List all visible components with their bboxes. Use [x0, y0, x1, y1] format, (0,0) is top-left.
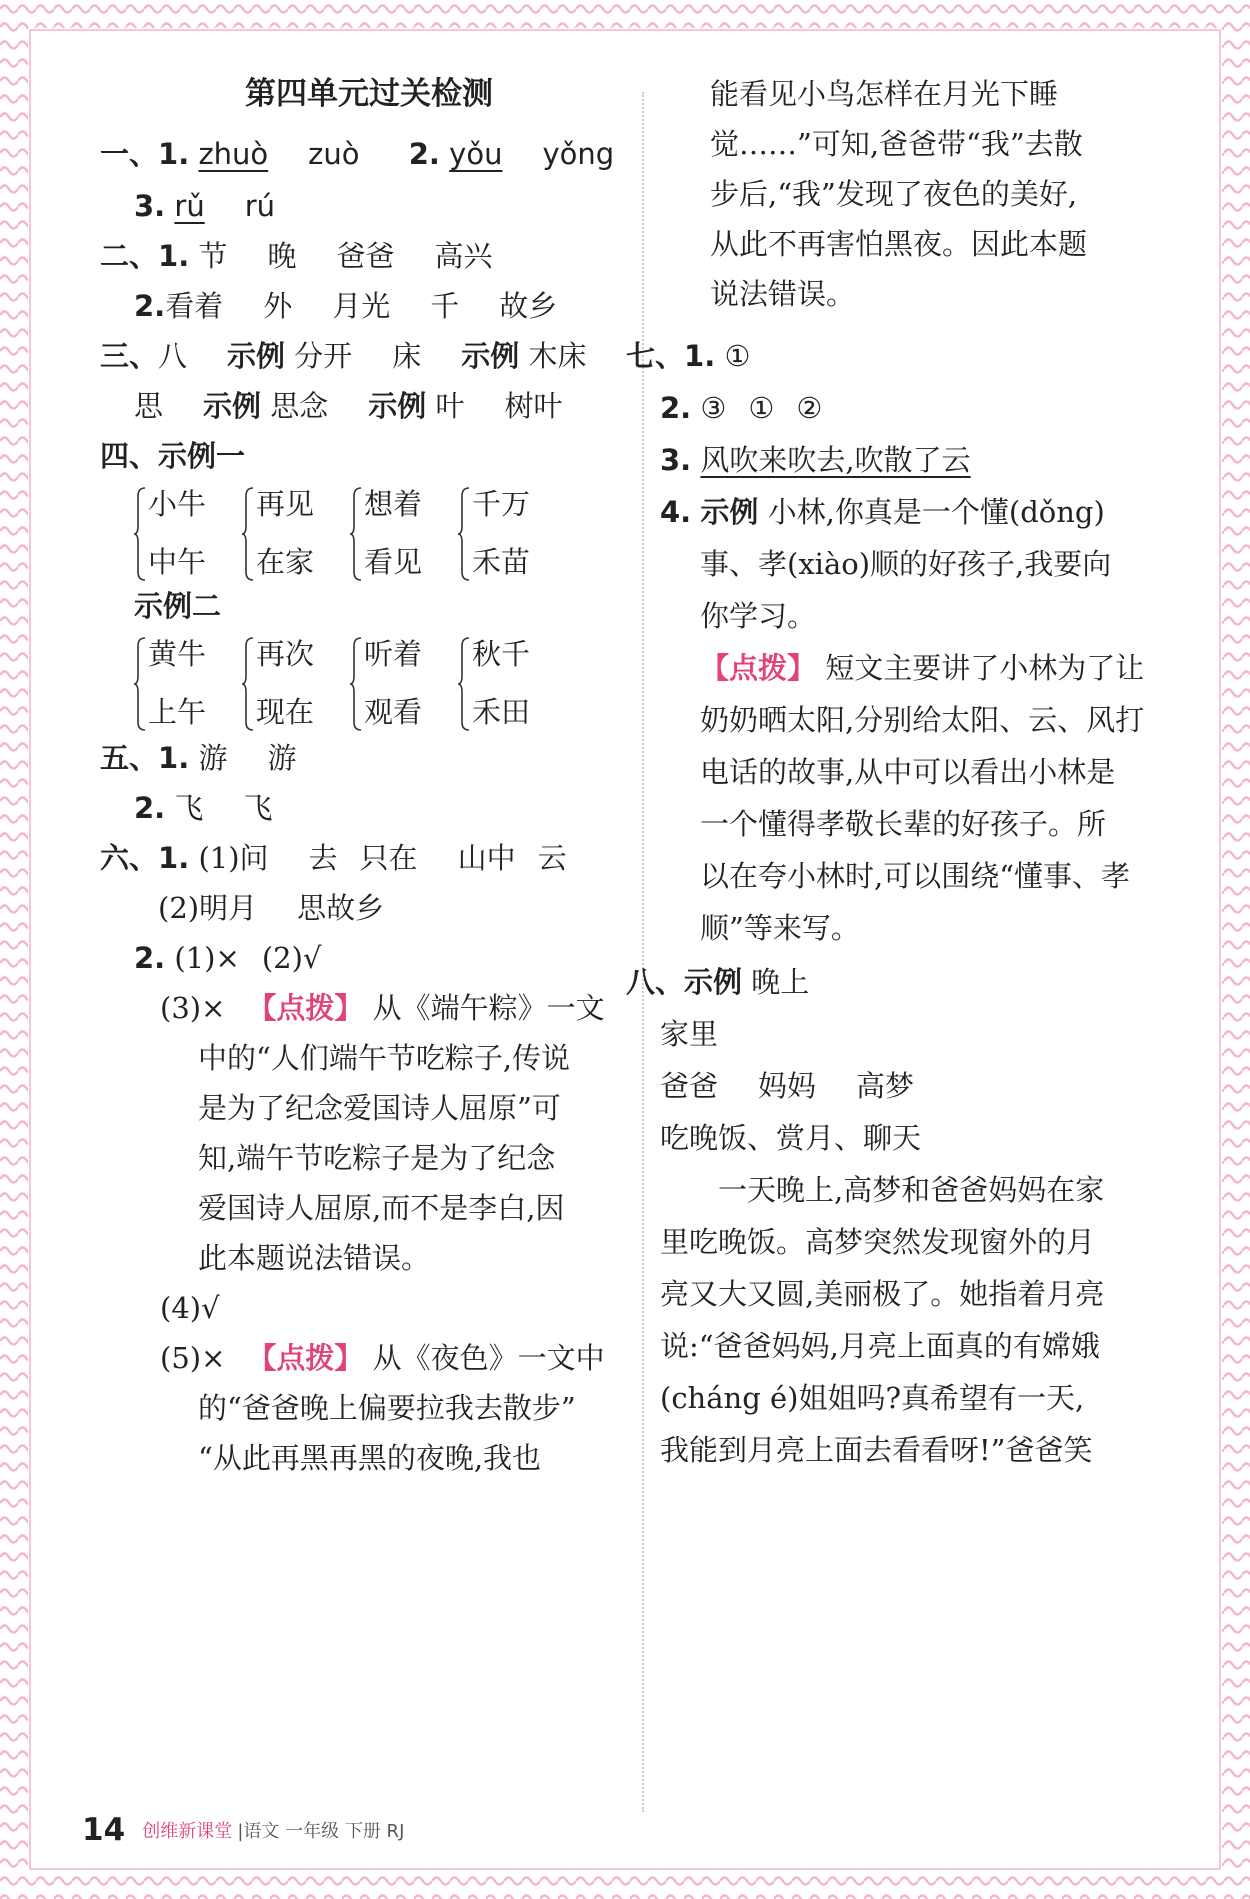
answer-text: 事、孝(xiào)顺的好孩子,我要向	[700, 547, 1112, 581]
brace-group-1	[134, 484, 566, 584]
brace-pair	[350, 484, 458, 584]
pinyin-answer: yǒng	[542, 137, 615, 171]
answer-word: 再见	[256, 487, 315, 521]
hint-label: 【点拨】	[700, 651, 817, 685]
essay-text: (cháng é)姐姐吗?真希望有一天,	[660, 1381, 1085, 1415]
answer-word: 爸爸	[336, 239, 395, 273]
answer-word: 千	[430, 289, 460, 323]
item-number: 1.	[684, 339, 716, 373]
example-label: 示例一	[158, 439, 246, 473]
example-label: 示例	[684, 965, 743, 999]
hint-line	[160, 988, 605, 1028]
answer-word: 爸爸	[660, 1069, 719, 1103]
brace-icon	[242, 486, 254, 582]
answer-word: (1)问	[198, 841, 269, 875]
hint-text: 一个懂得孝敬长辈的好孩子。所	[700, 807, 1107, 841]
page-number: 14	[82, 1812, 126, 1848]
answer-word: 晚	[267, 239, 297, 273]
answer-word: 黄牛	[148, 637, 207, 671]
essay-text: 里吃晚饭。高梦突然发现窗外的月	[660, 1225, 1096, 1259]
section-1-row-1	[100, 134, 614, 174]
answer-word: 去	[308, 841, 338, 875]
section-2-row-1	[100, 236, 493, 276]
answer-word: 现在	[256, 695, 315, 729]
answer-word: 高梦	[856, 1069, 915, 1103]
example-label: 示例	[227, 339, 286, 373]
item-number: 1.	[158, 741, 190, 775]
brace-icon	[350, 486, 362, 582]
answer-word: 床	[392, 339, 422, 373]
answer-word: ①	[724, 339, 751, 373]
hint-text: 电话的故事,从中可以看出小林是	[700, 755, 1116, 789]
hint-text: 此本题说法错误。	[198, 1241, 431, 1275]
hint-text: “从此再黑再黑的夜晚,我也	[198, 1441, 542, 1475]
hint-text: 中的“人们端午节吃粽子,传说	[198, 1041, 571, 1075]
hint-text: 知,端午节吃粽子是为了纪念	[198, 1141, 556, 1175]
hint-text: 从《端午粽》一文	[372, 991, 605, 1025]
answer-text: 小林,你真是一个懂(dǒng)	[767, 495, 1105, 529]
brace-icon	[134, 636, 146, 732]
hint-text: 是为了纪念爱国诗人屈原”可	[198, 1091, 561, 1125]
answer-word: 月光	[332, 289, 391, 323]
answer-word: 思	[134, 389, 164, 423]
answer-word: 游	[267, 741, 297, 775]
hint-text: 步后,“我”发现了夜色的美好,	[710, 177, 1078, 211]
section-7-row-3	[660, 440, 971, 480]
pinyin-answer: rǔ	[174, 189, 205, 223]
brace-pair	[350, 634, 458, 734]
item-number: 4.	[660, 495, 692, 529]
pinyin-answer: zhuò	[198, 137, 269, 171]
answer-word: 妈妈	[758, 1069, 817, 1103]
answer-word: ①	[748, 391, 775, 425]
answer-word: 千万	[472, 487, 531, 521]
brand-name: 创维新课堂	[142, 1821, 233, 1842]
section-1-heading: 一、	[100, 137, 159, 171]
hint-text: 从此不再害怕黑夜。因此本题	[710, 227, 1088, 261]
answer-word: 晚上	[751, 965, 810, 999]
section-7-row-4	[660, 492, 1105, 532]
section-6-row-2	[158, 888, 384, 928]
hint-text: 短文主要讲了小林为了让	[825, 651, 1145, 685]
brace-pair	[458, 634, 566, 734]
answer-word: 家里	[660, 1017, 719, 1051]
hint-text: 觉……”可知,爸爸带“我”去散	[710, 127, 1083, 161]
example-label: 示例二	[134, 589, 222, 623]
brace-pair	[242, 634, 350, 734]
hint-text: 能看见小鸟怎样在月光下睡	[710, 77, 1059, 111]
item-number: 2.	[408, 137, 440, 171]
essay-text: 一天晚上,高梦和爸爸妈妈在家	[718, 1173, 1105, 1207]
answer-word: (3)×	[160, 991, 226, 1025]
answer-word: (1)×	[174, 941, 240, 975]
answer-word: 风吹来吹去,吹散了云	[700, 443, 971, 477]
brace-icon	[458, 636, 470, 732]
pinyin-answer: yǒu	[449, 137, 503, 171]
answer-word: ③	[700, 391, 727, 425]
essay-text: 说:“爸爸妈妈,月亮上面真的有嫦娥	[660, 1329, 1100, 1363]
section-7-heading: 七、	[626, 339, 685, 373]
section-4-heading-row	[100, 436, 245, 476]
answer-word: 思念	[270, 389, 329, 423]
brace-icon	[134, 486, 146, 582]
section-4-heading: 四、	[100, 439, 159, 473]
section-6-row-3	[134, 938, 321, 978]
page-title: 第四单元过关检测	[245, 76, 493, 112]
item-number: 1.	[158, 239, 190, 273]
pinyin-answer: zuò	[308, 137, 360, 171]
item-number: 2.	[660, 391, 692, 425]
hint-text: 的“爸爸晚上偏要拉我去散步”	[198, 1391, 576, 1425]
item-number: 3.	[134, 189, 166, 223]
answer-word: 中午	[148, 545, 207, 579]
answer-word: 节	[198, 239, 228, 273]
section-8-heading: 八、	[626, 965, 685, 999]
hint-text: 从《夜色》一文中	[372, 1341, 605, 1375]
answer-word: 看见	[364, 545, 423, 579]
answer-word: 飞	[243, 791, 273, 825]
answer-word: 看着	[165, 289, 224, 323]
section-5-row-2	[134, 788, 272, 828]
section-7-row-2	[660, 388, 822, 428]
brace-pair	[134, 484, 242, 584]
section-7-row-1	[626, 336, 750, 376]
hint-label: 【点拨】	[247, 1341, 364, 1375]
answer-word: 再次	[256, 637, 315, 671]
section-2-row-2	[134, 286, 557, 326]
item-number: 1.	[158, 841, 190, 875]
page-footer	[82, 1812, 404, 1848]
answer-word: 高兴	[434, 239, 493, 273]
section-5-heading: 五、	[100, 741, 159, 775]
item-number: 1.	[158, 137, 190, 171]
item-number: 2.	[134, 791, 166, 825]
answer-word: 只在	[359, 841, 418, 875]
answer-word: 外	[263, 289, 293, 323]
hint-line	[700, 648, 1144, 688]
example-label: 示例	[700, 495, 759, 529]
answer-word: 叶	[435, 389, 465, 423]
answer-word: 木床	[528, 339, 587, 373]
section-5-row-1	[100, 738, 296, 778]
answer-word: 秋千	[472, 637, 531, 671]
answer-word: 游	[198, 741, 228, 775]
section-3-heading: 三、	[100, 339, 159, 373]
brace-icon	[458, 486, 470, 582]
answer-word: 八	[158, 339, 188, 373]
answer-word: (4)√	[160, 1291, 220, 1325]
hint-text: 奶奶晒太阳,分别给太阳、云、风打	[700, 703, 1145, 737]
essay-text: 亮又大又圆,美丽极了。她指着月亮	[660, 1277, 1105, 1311]
answer-word: 吃晚饭、赏月、聊天	[660, 1121, 922, 1155]
answer-word: 上午	[148, 695, 207, 729]
answer-word: 想着	[364, 487, 423, 521]
answer-word: ②	[796, 391, 823, 425]
hint-text: 顺”等来写。	[700, 911, 860, 945]
brace-pair	[458, 484, 566, 584]
section-3-row-2	[134, 386, 563, 426]
brace-group-2	[134, 634, 566, 734]
answer-word: (2)明月	[158, 891, 258, 925]
pinyin-answer: rú	[244, 189, 276, 223]
section-2-heading: 二、	[100, 239, 159, 273]
answer-word: 山中	[457, 841, 516, 875]
answer-word: 禾田	[472, 695, 531, 729]
answer-word: 分开	[294, 339, 353, 373]
section-6-heading: 六、	[100, 841, 159, 875]
hint-text: 爱国诗人屈原,而不是李白,因	[198, 1191, 565, 1225]
answer-word: 小牛	[148, 487, 207, 521]
book-info: |语文 一年级 下册 RJ	[237, 1821, 405, 1842]
brace-icon	[242, 636, 254, 732]
example-label: 示例	[461, 339, 520, 373]
hint-text: 说法错误。	[710, 277, 856, 311]
section-6-row-1	[100, 838, 567, 878]
answer-word: 思故乡	[297, 891, 385, 925]
section-8-people	[660, 1066, 914, 1106]
answer-word: 故乡	[499, 289, 558, 323]
example-label: 示例	[368, 389, 427, 423]
section-3-row-1	[100, 336, 587, 376]
answer-text: 你学习。	[700, 599, 817, 633]
hint-text: 以在夸小林时,可以围绕“懂事、孝	[700, 859, 1131, 893]
answer-word: 云	[537, 841, 567, 875]
item-number: 3.	[660, 443, 692, 477]
answer-page	[60, 62, 1190, 1837]
brace-pair	[242, 484, 350, 584]
answer-word: 在家	[256, 545, 315, 579]
brace-pair	[134, 634, 242, 734]
example-label: 示例	[203, 389, 262, 423]
hint-label: 【点拨】	[247, 991, 364, 1025]
answer-word: 禾苗	[472, 545, 531, 579]
hint-line	[160, 1338, 605, 1378]
answer-word: 飞	[174, 791, 204, 825]
essay-text: 我能到月亮上面去看看呀!”爸爸笑	[660, 1433, 1093, 1467]
item-number: 2.	[134, 941, 166, 975]
answer-word: 观看	[364, 695, 423, 729]
section-1-row-2	[134, 186, 275, 226]
answer-word: (2)√	[261, 941, 322, 975]
answer-word: (5)×	[160, 1341, 226, 1375]
section-8-row-1	[626, 962, 809, 1002]
answer-word: 树叶	[504, 389, 563, 423]
item-number: 2.	[134, 289, 166, 323]
brace-icon	[350, 636, 362, 732]
section-4-example-2-label	[134, 586, 221, 626]
answer-word: 听着	[364, 637, 423, 671]
